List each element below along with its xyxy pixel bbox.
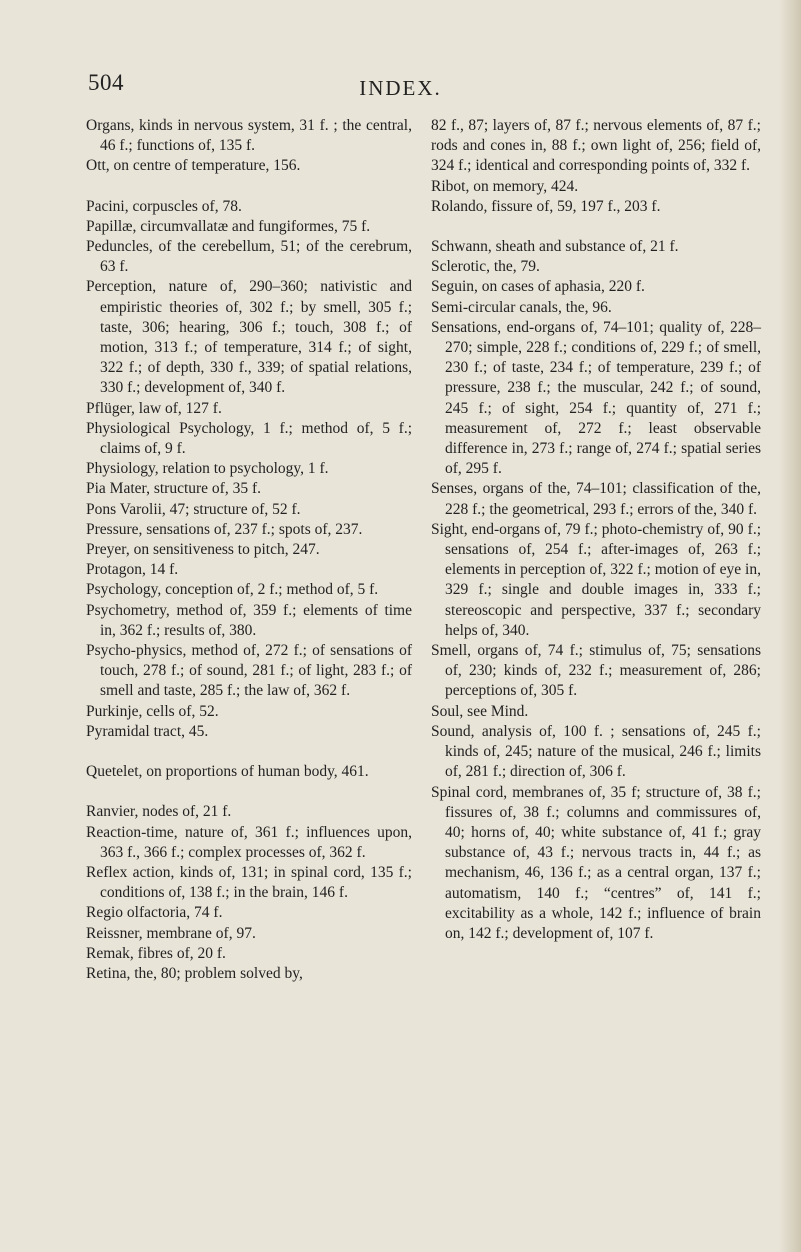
index-entry: Sclerotic, the, 79. bbox=[431, 258, 540, 276]
index-entry: Seguin, on cases of aphasia, 220 f. bbox=[431, 278, 645, 296]
page-edge-shadow bbox=[779, 0, 801, 1252]
index-entry: Psychometry, method of, 359 f.; elements of time in, 362 f.; results of, 380. bbox=[86, 601, 412, 639]
index-entry: Ranvier, nodes of, 21 f. bbox=[86, 803, 232, 821]
index-entry: Retina, the, 80; problem solved by, bbox=[86, 964, 303, 982]
section-gap bbox=[86, 742, 412, 762]
index-entry: Schwann, sheath and substance of, 21 f. bbox=[431, 238, 679, 256]
index-entry: Semi-circular canals, the, 96. bbox=[431, 298, 612, 316]
page-number: 504 bbox=[88, 70, 124, 95]
index-entry: Sight, end-organs of, 79 f.; photo-chemistry of, 90 f.; sensations of, 254 f.; after-images of, 263 f.; elements in perception of, 322 f.; motion of eye in, 329 f.; single and double images in, 333 f.; stereoscopic and perspective, 337 f.; secondary helps of, 340. bbox=[431, 520, 761, 639]
index-entry: Organs, kinds in nervous system, 31 f. ; the central, 46 f.; functions of, 135 f. bbox=[86, 117, 412, 155]
index-entry: Pyramidal tract, 45. bbox=[86, 722, 209, 740]
index-entry: Rolando, fissure of, 59, 197 f., 203 f. bbox=[431, 197, 661, 215]
index-entry: Remak, fibres of, 20 f. bbox=[86, 944, 226, 962]
index-entry: Quetelet, on proportions of human body, 461. bbox=[86, 763, 369, 781]
index-column-left bbox=[86, 116, 412, 984]
index-entry: Reaction-time, nature of, 361 f.; influences upon, 363 f., 366 f.; complex processes of, 362 f. bbox=[86, 823, 412, 861]
index-entry: Psychology, conception of, 2 f.; method of, 5 f. bbox=[86, 581, 379, 599]
index-entry: Reissner, membrane of, 97. bbox=[86, 924, 256, 942]
index-entry: Peduncles, of the cerebellum, 51; of the cerebrum, 63 f. bbox=[86, 238, 412, 276]
index-entry: Psycho-physics, method of, 272 f.; of sensations of touch, 278 f.; of sound, 281 f.; of light, 283 f.; of smell and taste, 285 f.; the law of, 362 f. bbox=[86, 642, 412, 700]
section-gap bbox=[86, 177, 412, 197]
index-entry: Perception, nature of, 290–360; nativistic and empiristic theories of, 302 f.; by smell, 305 f.; taste, 306; hearing, 306 f.; touch, 308 f.; of motion, 313 f.; of temperature, 314 f.; of sight, 322 f.; of depth, 330 f., 339; of spatial relations, 330 f.; development of, 340 f. bbox=[86, 278, 412, 397]
index-entry: Physiological Psychology, 1 f.; method of, 5 f.; claims of, 9 f. bbox=[86, 419, 412, 458]
index-entry: Ott, on centre of temperature, 156. bbox=[86, 157, 301, 175]
index-entry: Pacini, corpuscles of, 78. bbox=[86, 197, 242, 215]
index-entry: Physiology, relation to psychology, 1 f. bbox=[86, 460, 329, 478]
index-entry: Pia Mater, structure of, 35 f. bbox=[86, 480, 261, 498]
index-entry: Spinal cord, membranes of, 35 f; structure of, 38 f.; fissures of, 38 f.; columns and commissures of, 40; horns of, 40; white substance of, 41 f.; gray substance of, 43 f.; nervous tracts in, 44 f.; as mechanism, 46, 136 f.; as a central organ, 137 f.; automatism, 140 f.; “centres” of, 141 f.; excitability as a whole, 142 f.; influence of brain on, 142 f.; development of, 107 f. bbox=[431, 783, 761, 942]
index-entry: Smell, organs of, 74 f.; stimulus of, 75; sensations of, 230; kinds of, 232 f.; measurement of, 286; perceptions of, 305 f. bbox=[431, 642, 761, 700]
index-entry: Regio olfactoria, 74 f. bbox=[86, 904, 223, 922]
section-gap bbox=[86, 782, 412, 802]
index-entry: Reflex action, kinds of, 131; in spinal cord, 135 f.; conditions of, 138 f.; in the brain, 146 f. bbox=[86, 863, 412, 902]
index-column-right bbox=[431, 116, 761, 944]
index-entry: Pons Varolii, 47; structure of, 52 f. bbox=[86, 500, 301, 518]
index-entry: Soul, see Mind. bbox=[431, 702, 529, 720]
index-entry: Pflüger, law of, 127 f. bbox=[86, 399, 222, 417]
index-entry: Preyer, on sensitiveness to pitch, 247. bbox=[86, 541, 320, 559]
running-head: INDEX. bbox=[359, 76, 442, 100]
index-entry: Ribot, on memory, 424. bbox=[431, 177, 579, 195]
index-entry: Sound, analysis of, 100 f. ; sensations of, 245 f.; kinds of, 245; nature of the musical, 246 f.; limits of, 281 f.; direction of, 306 f. bbox=[431, 722, 761, 781]
index-entry: Pressure, sensations of, 237 f.; spots of, 237. bbox=[86, 520, 363, 538]
index-entry: Sensations, end-organs of, 74–101; quality of, 228–270; simple, 228 f.; conditions of, 229 f.; of smell, 230 f.; of taste, 234 f.; of temperature, 239 f.; of pressure, 238 f.; the muscular, 242 f.; of sound, 245 f.; of sight, 254 f.; quantity of, 271 f.; measurement of, 272 f.; least observable difference in, 273 f.; range of, 274 f.; spatial series of, 295 f. bbox=[431, 318, 761, 478]
index-entry: Papillæ, circumvallatæ and fungiformes, 75 f. bbox=[86, 217, 371, 235]
section-gap bbox=[431, 217, 761, 237]
index-entry: Protagon, 14 f. bbox=[86, 561, 179, 579]
index-entry-continued: 82 f., 87; layers of, 87 f.; nervous elements of, 87 f.; rods and cones in, 88 f.; own light of, 256; field of, 324 f.; identical and corresponding points of, 332 f. bbox=[431, 117, 761, 175]
index-entry: Purkinje, cells of, 52. bbox=[86, 702, 219, 720]
index-entry: Senses, organs of the, 74–101; classification of the, 228 f.; the geometrical, 293 f.; errors of the, 340 f. bbox=[431, 480, 761, 518]
